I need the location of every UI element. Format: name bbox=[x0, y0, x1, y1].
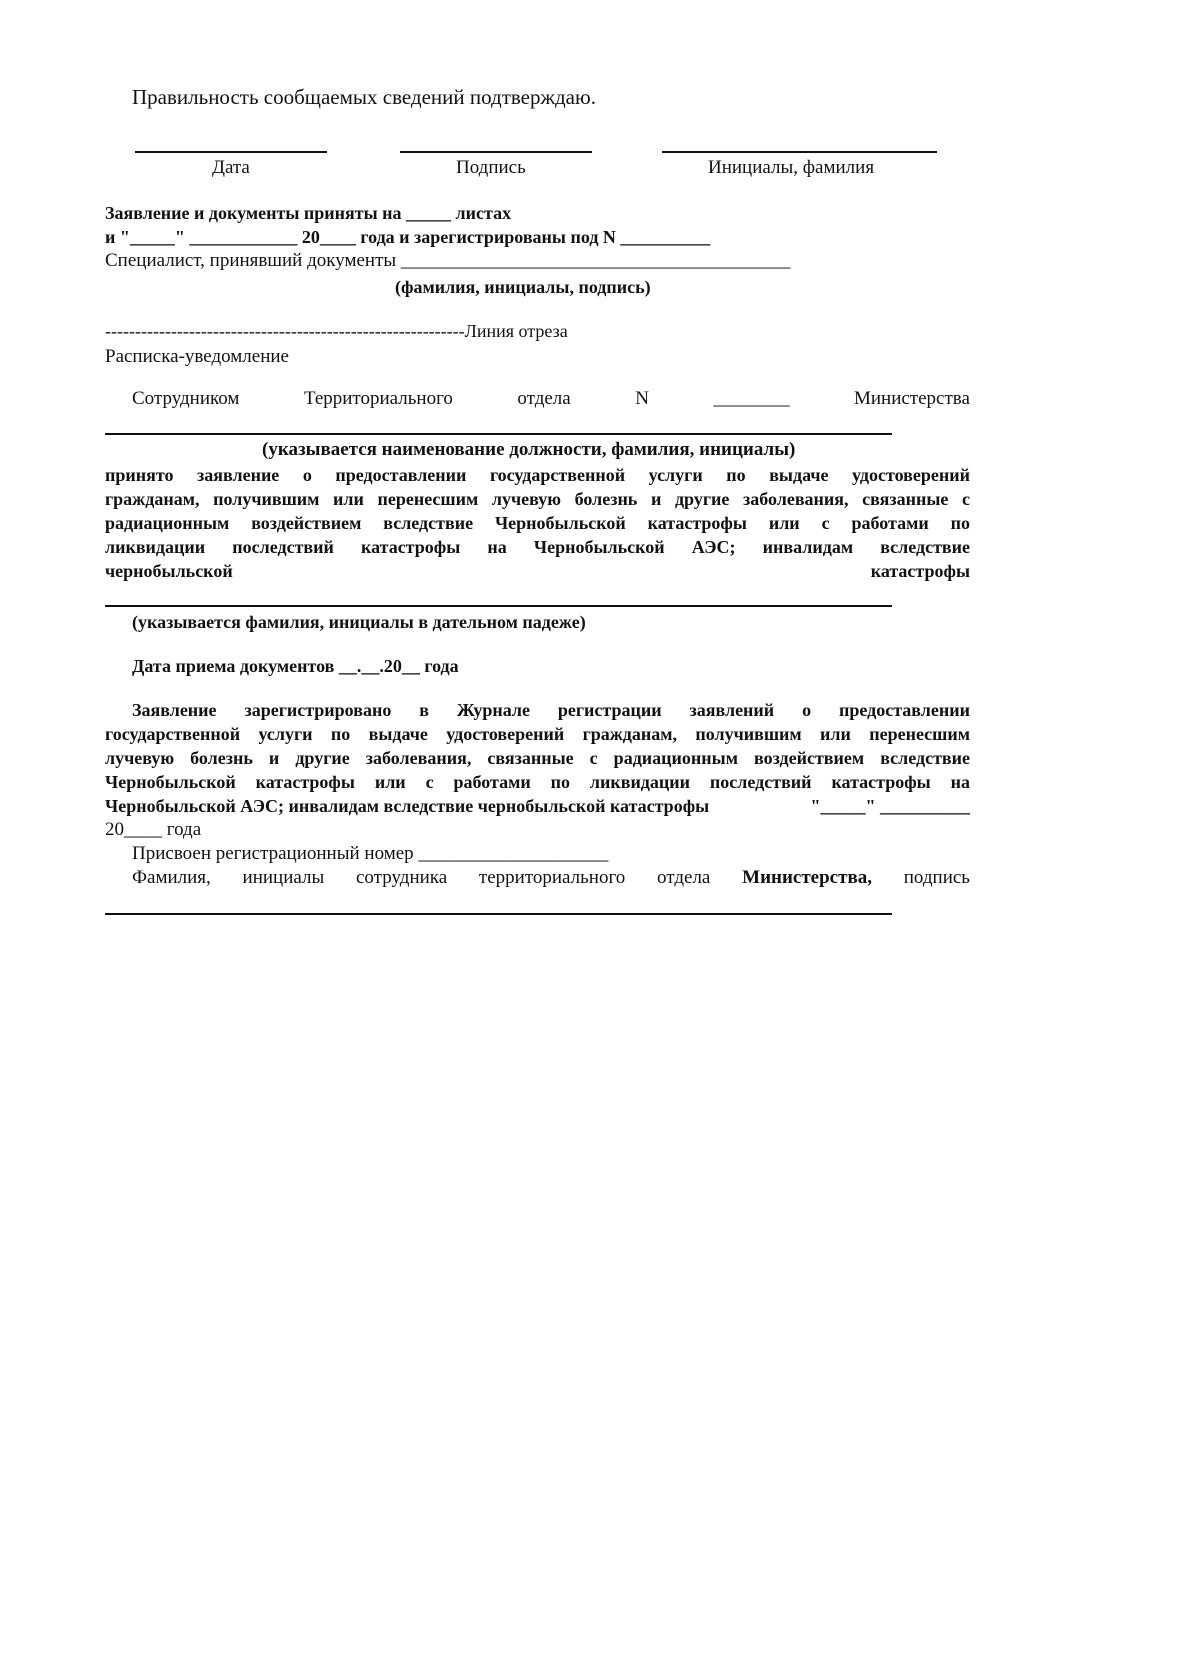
dative-hint: (указывается фамилия, инициалы в дательном падеже) bbox=[132, 612, 586, 632]
signature-line bbox=[400, 151, 592, 153]
employee-word: Министерства bbox=[853, 388, 970, 409]
accepted-sheets-line: Заявление и документы приняты на _____ листах bbox=[105, 203, 512, 223]
employee-word: N bbox=[635, 388, 649, 409]
accepted-body-line: радиационным воздействием вследствие Чернобыльской катастрофы или с работами по bbox=[105, 513, 970, 533]
initials-signature-line bbox=[662, 151, 937, 153]
receipt-title: Расписка-уведомление bbox=[105, 346, 289, 367]
initials-label: Инициалы, фамилия bbox=[708, 157, 875, 178]
recipient-name-line bbox=[105, 605, 892, 607]
accepted-body-line: гражданам, получившим или перенесшим лучевую болезнь и другие заболевания, связанные с bbox=[105, 489, 970, 509]
employee-sign-line bbox=[105, 913, 892, 915]
accepted-body-line: принято заявление о предоставлении государственной услуги по выдаче удостоверений bbox=[105, 465, 970, 485]
employee-hint: (указывается наименование должности, фамилия, инициалы) bbox=[262, 439, 796, 460]
employee-row bbox=[132, 387, 970, 411]
cut-line: ------------------------------------------------------------Линия отреза bbox=[105, 321, 568, 341]
employee-word: отдела bbox=[517, 388, 571, 409]
year-line: 20____ года bbox=[105, 819, 202, 840]
accepted-body-last-line: чернобыльской катастрофы bbox=[105, 561, 970, 581]
accepted-date-line: и "_____" ____________ 20____ года и зарегистрированы под N __________ bbox=[105, 227, 711, 247]
registered-body-line: Чернобыльской катастрофы или с работами по ликвидации последствий катастрофы на bbox=[105, 772, 970, 792]
registered-body-line: Заявление зарегистрировано в Журнале регистрации заявлений о предоставлении bbox=[132, 700, 970, 720]
employee-blank: ________ bbox=[713, 388, 790, 409]
specialist-line: Специалист, принявший документы _________________________________________ bbox=[105, 250, 791, 271]
employee-word: Территориального bbox=[303, 388, 453, 409]
date-signature-line bbox=[135, 151, 327, 153]
signature-label: Подпись bbox=[456, 157, 526, 178]
registered-body-last-line: Чернобыльской АЭС; инвалидам вследствие чернобыльской катастрофы "_____" __________ bbox=[105, 796, 970, 816]
employee-position-line bbox=[105, 433, 892, 435]
date-received: Дата приема документов __.__.20__ года bbox=[132, 656, 459, 676]
accepted-body-line: ликвидации последствий катастрофы на Чернобыльской АЭС; инвалидам вследствие bbox=[105, 537, 970, 557]
employee-sign-row: Фамилия, инициалы сотрудника территориального отдела Министерства, подпись bbox=[132, 867, 970, 888]
registered-body-line: лучевую болезнь и другие заболевания, связанные с радиационным воздействием вследствие bbox=[105, 748, 970, 768]
employee-word: Сотрудником bbox=[132, 388, 240, 409]
registered-body-line: государственной услуги по выдаче удостоверений гражданам, получившим или перенесшим bbox=[105, 724, 970, 744]
registration-number: Присвоен регистрационный номер ____________________ bbox=[132, 843, 609, 864]
date-label: Дата bbox=[212, 157, 250, 178]
confirm-line: Правильность сообщаемых сведений подтверждаю. bbox=[132, 85, 596, 109]
specialist-hint: (фамилия, инициалы, подпись) bbox=[395, 277, 651, 297]
